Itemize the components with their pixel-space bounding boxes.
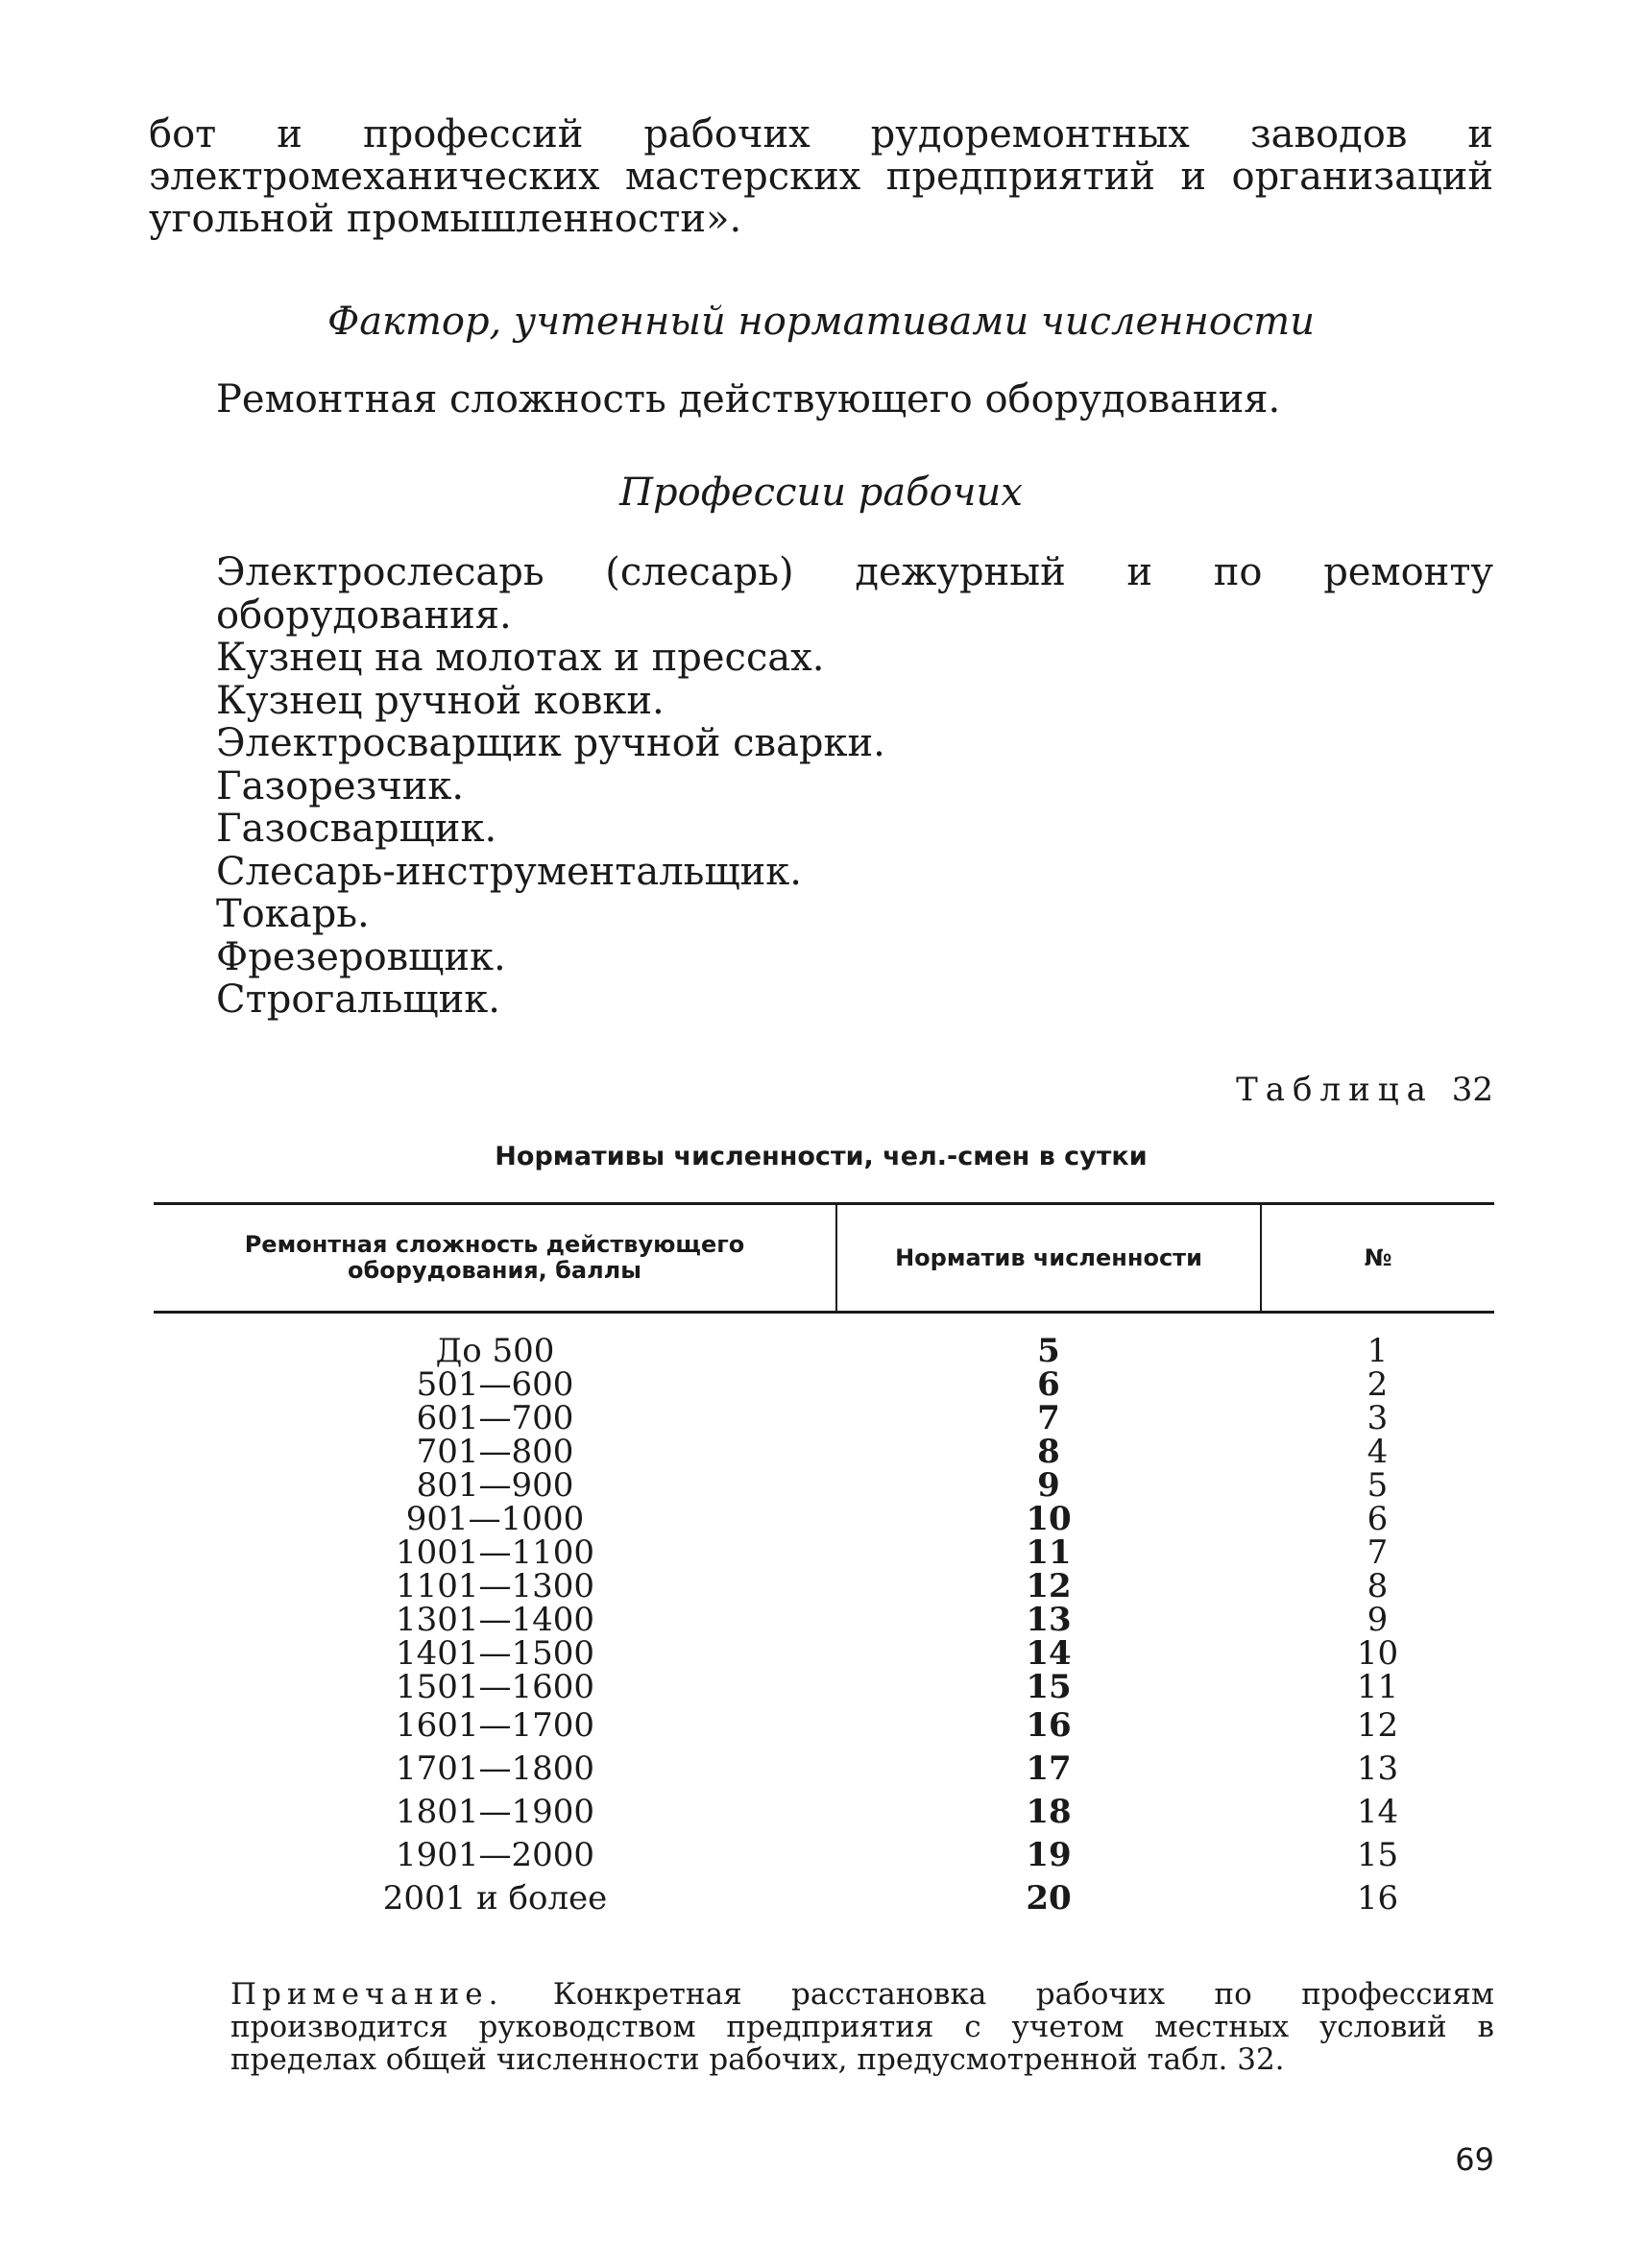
profession-item: Электросварщик ручной сварки. [216,721,885,765]
professions-heading: Профессии рабочих [619,470,1023,515]
cell-norm: 6 [1037,1365,1060,1404]
cell-norm: 12 [1026,1567,1072,1605]
table-label-number: 32 [1451,1071,1493,1109]
cell-number: 14 [1356,1793,1399,1831]
cell-number: 2 [1367,1365,1389,1404]
table-row [154,1604,1494,1637]
factor-text: Ремонтная сложность действующего оборудования. [216,377,1281,422]
cell-number: 1 [1367,1332,1389,1370]
profession-item: Газорезчик. [216,763,465,808]
table-row [154,1503,1494,1536]
cell-number: 16 [1356,1879,1399,1918]
profession-item: Слесарь-инструментальщик. [216,849,802,894]
cell-complexity: 901—1000 [405,1500,585,1538]
table-row [154,1436,1494,1469]
profession-item: Фрезеровщик. [216,934,506,979]
cell-norm: 7 [1037,1399,1060,1437]
cell-complexity: 1901—2000 [395,1836,595,1874]
table-note [230,1978,1494,2076]
factor-heading: Фактор, учтенный нормативами численности [327,300,1315,344]
professions-list [216,551,1493,1022]
cell-number: 11 [1356,1668,1399,1706]
header-norm: Норматив численности [836,1204,1261,1313]
cell-norm: 17 [1026,1749,1072,1788]
table-label-word: Таблица [1236,1071,1434,1109]
cell-complexity: 1601—1700 [395,1706,595,1745]
cell-number: 12 [1356,1706,1399,1745]
table-header-row [154,1204,1494,1313]
cell-complexity: 801—900 [416,1466,574,1505]
table-row [154,1877,1494,1920]
cell-norm: 19 [1026,1836,1072,1874]
note-lead: Примечание. [230,1977,504,2012]
cell-complexity: До 500 [435,1332,555,1370]
cell-complexity: 1401—1500 [395,1634,595,1673]
table-row [154,1748,1494,1791]
table-row [154,1570,1494,1604]
note-text: Конкретная расстановка рабочих по профессиям производится руководством предприятия с учетом местных условий в пределах общей численности рабочих, предусмотренной табл. 32. [230,1977,1494,2077]
table-row [154,1637,1494,1671]
cell-number: 15 [1356,1836,1399,1874]
header-complexity: Ремонтная сложность действующего оборудования, баллы [154,1204,836,1313]
table-row [154,1834,1494,1877]
cell-norm: 11 [1026,1533,1072,1572]
cell-complexity: 1001—1100 [395,1533,595,1572]
profession-item: Кузнец ручной ковки. [216,678,665,723]
table-row [154,1536,1494,1570]
cell-complexity: 1301—1400 [395,1601,595,1639]
profession-item: Токарь. [216,892,370,936]
cell-norm: 13 [1026,1601,1072,1639]
cell-number: 4 [1367,1433,1389,1471]
table-row [154,1704,1494,1748]
cell-norm: 10 [1026,1500,1072,1538]
profession-item: Строгальщик. [216,977,500,1022]
intro-paragraph: бот и профессий рабочих рудоремонтных заводов и электромеханических мастерских предприятий и организаций угольной промышленности». [149,112,1493,241]
cell-number: 8 [1367,1567,1389,1605]
table-row [154,1402,1494,1436]
cell-complexity: 701—800 [416,1433,574,1471]
cell-complexity: 1101—1300 [395,1567,595,1605]
cell-number: 13 [1356,1749,1399,1788]
cell-complexity: 2001 и более [382,1879,608,1918]
cell-complexity: 1701—1800 [395,1749,595,1788]
cell-complexity: 501—600 [416,1365,574,1404]
cell-number: 6 [1367,1500,1389,1538]
cell-norm: 20 [1026,1879,1072,1918]
cell-number: 9 [1367,1601,1389,1639]
cell-number: 5 [1367,1466,1389,1505]
cell-complexity: 1501—1600 [395,1668,595,1706]
cell-number: 7 [1367,1533,1389,1572]
cell-norm: 9 [1037,1466,1060,1505]
table-row [154,1791,1494,1834]
table-row [154,1671,1494,1704]
cell-norm: 8 [1037,1433,1060,1471]
cell-number: 3 [1367,1399,1389,1437]
cell-number: 10 [1356,1634,1399,1673]
cell-norm: 5 [1037,1332,1060,1370]
norms-table [154,1202,1494,1920]
table-row [154,1313,1494,1369]
profession-item: Газосварщик. [216,807,497,851]
cell-norm: 16 [1026,1706,1072,1745]
cell-complexity: 1801—1900 [395,1793,595,1831]
profession-item: Электрослесарь (слесарь) дежурный и по ремонту оборудования. [216,550,1493,638]
cell-complexity: 601—700 [416,1399,574,1437]
table-title: Нормативы численности, чел.-смен в сутки [495,1142,1148,1171]
header-number: № [1261,1204,1494,1313]
cell-norm: 14 [1026,1634,1072,1673]
profession-item: Кузнец на молотах и прессах. [216,636,825,680]
page-number: 69 [1455,2141,1494,2178]
cell-norm: 18 [1026,1793,1072,1831]
table-row [154,1368,1494,1402]
cell-norm: 15 [1026,1668,1072,1706]
table-row [154,1469,1494,1503]
table-label [1236,1071,1493,1109]
